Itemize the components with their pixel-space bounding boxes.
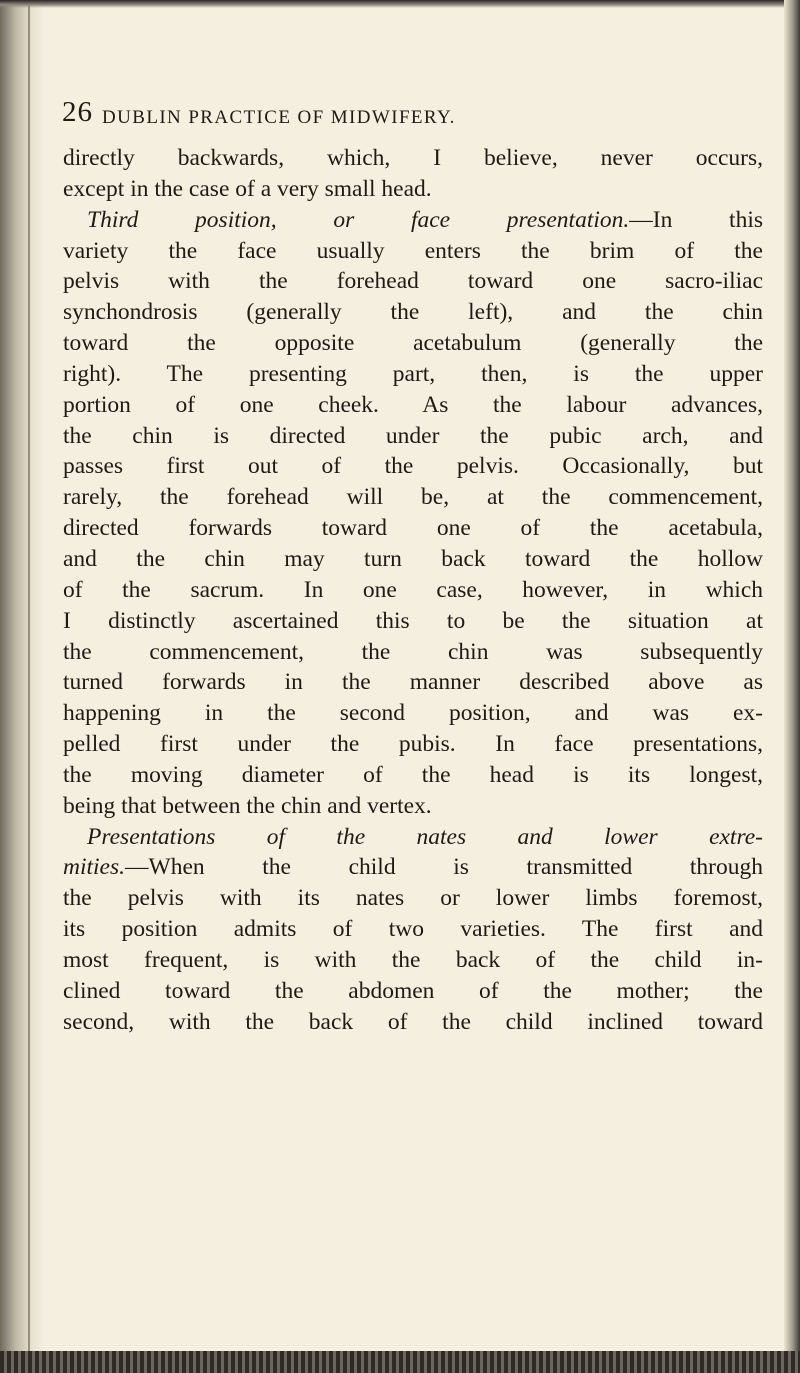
text-segment: the chin is directed under the pubic arch, and [63, 422, 763, 449]
text-line [63, 667, 763, 698]
page-header [62, 96, 762, 136]
text-segment: of the sacrum. In one case, however, in which [63, 576, 763, 603]
text-line [63, 760, 763, 791]
text-line [63, 143, 763, 174]
text-segment: turned forwards in the manner described above as [63, 669, 763, 696]
text-segment: its position admits of two varieties. The first and [63, 916, 763, 943]
text-segment: clined toward the abdomen of the mother; the [63, 977, 763, 1004]
text-line [63, 945, 763, 976]
text-segment: passes first out of the pelvis. Occasionally, but [63, 453, 763, 480]
text-line [63, 852, 763, 883]
text-line [63, 914, 763, 945]
text-line [63, 822, 763, 853]
text-line [63, 729, 763, 760]
text-line [63, 328, 763, 359]
text-segment: except in the case of a very small head. [63, 175, 432, 202]
text-line [63, 482, 763, 513]
text-segment: right). The presenting part, then, is the upper [63, 360, 763, 387]
italic-heading: Third position, or face presentation. [87, 206, 630, 233]
body-text [63, 143, 763, 1037]
text-line [63, 390, 763, 421]
text-line [63, 575, 763, 606]
text-line [63, 359, 763, 390]
text-line [63, 544, 763, 575]
running-title: DUBLIN PRACTICE OF MIDWIFERY. [102, 107, 456, 128]
page-fore-edge [784, 0, 800, 1373]
italic-heading: mities. [63, 854, 126, 881]
text-segment: being that between the chin and vertex. [63, 792, 432, 819]
text-segment: pelvis with the forehead toward one sacro-iliac [63, 268, 763, 295]
page-top-edge [0, 0, 800, 8]
text-line [63, 976, 763, 1007]
text-line [63, 174, 763, 205]
text-segment: the pelvis with its nates or lower limbs foremost, [63, 885, 763, 912]
text-line [63, 266, 763, 297]
text-line [63, 698, 763, 729]
text-line [63, 421, 763, 452]
text-line [63, 637, 763, 668]
book-gutter [0, 0, 44, 1373]
text-segment: the commencement, the chin was subsequently [63, 638, 763, 665]
text-segment: most frequent, is with the back of the child in- [63, 946, 763, 973]
text-segment: second, with the back of the child inclined toward [63, 1008, 763, 1035]
text-segment: rarely, the forehead will be, at the commencement, [63, 484, 763, 511]
italic-heading: Presentations of the nates and lower extre- [87, 823, 763, 850]
text-segment: the moving diameter of the head is its longest, [63, 761, 763, 788]
text-line [63, 606, 763, 637]
text-line [63, 297, 763, 328]
text-segment: —In this [629, 206, 764, 233]
text-segment: portion of one cheek. As the labour advances, [63, 391, 763, 418]
text-segment: toward the opposite acetabulum (generally the [63, 330, 763, 357]
page-bottom-edge [0, 1351, 800, 1373]
text-segment: I distinctly ascertained this to be the situation at [63, 607, 763, 634]
text-segment: —When the child is transmitted through [125, 854, 763, 881]
text-segment: directly backwards, which, I believe, never occurs, [63, 145, 763, 171]
text-segment: and the chin may turn back toward the hollow [63, 545, 763, 572]
text-line [63, 883, 763, 914]
text-line [63, 236, 763, 267]
text-line [63, 791, 763, 822]
text-segment: happening in the second position, and was ex- [63, 700, 763, 727]
text-segment: variety the face usually enters the brim of the [63, 237, 763, 264]
text-line [63, 451, 763, 482]
text-segment: pelled first under the pubis. In face presentations, [63, 731, 763, 758]
text-line [63, 513, 763, 544]
text-line [63, 1007, 763, 1038]
text-segment: synchondrosis (generally the left), and the chin [63, 299, 763, 326]
text-segment: directed forwards toward one of the acetabula, [63, 515, 763, 542]
page-number: 26 [62, 96, 93, 128]
text-line [63, 205, 763, 236]
